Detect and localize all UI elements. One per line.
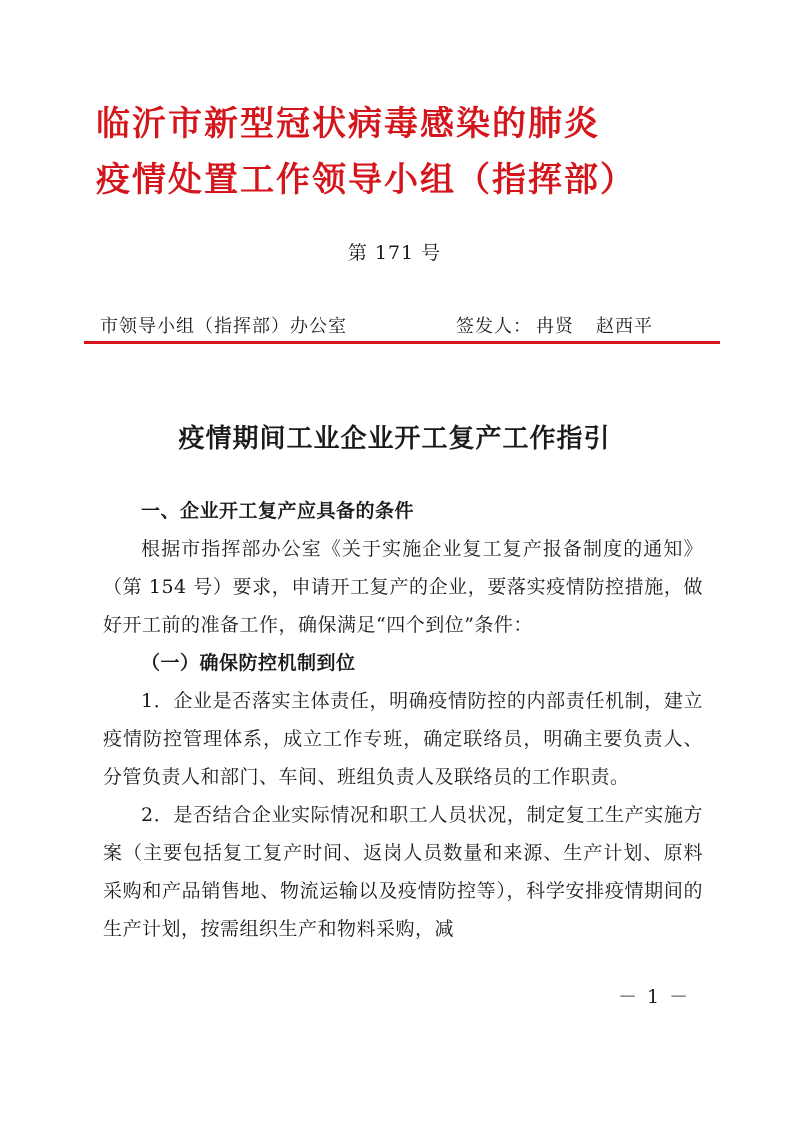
header-line-2: 疫情处置工作领导小组（指挥部） [96,160,636,200]
document-body [103,492,703,948]
page-number: － 1 － [618,986,691,1008]
document-title: 疫情期间工业企业开工复产工作指引 [178,424,611,454]
signer-name: 赵西平 [596,316,653,337]
issuing-office: 市领导小组（指挥部）办公室 [100,316,347,337]
red-divider [84,341,720,344]
red-header [96,96,716,208]
body-paragraph: 根据市指挥部办公室《关于实施企业复工复产报备制度的通知》（第 154 号）要求，申请开工复产的企业，要落实疫情防控措施，做好开工前的准备工作，确保满足“四个到位”条件： [103,538,703,636]
document-number: 第 171 号 [347,242,442,264]
subsection-heading: （一）确保防控机制到位 [141,652,356,674]
section-heading: 一、企业开工复产应具备的条件 [141,500,415,522]
header-line-1: 临沂市新型冠状病毒感染的肺炎 [96,104,600,144]
signer-name: 冉贤 [536,316,574,337]
body-paragraph: 2．是否结合企业实际情况和职工人员状况，制定复工生产实施方案（主要包括复工复产时间、返岗人员数量和来源、生产计划、原料采购和产品销售地、物流运输以及疫情防控等），科学安排疫情期间的生产计划，按需组织生产和物料采购，减 [103,804,703,940]
body-paragraph: 1．企业是否落实主体责任，明确疫情防控的内部责任机制，建立疫情防控管理体系，成立工作专班，确定联络员，明确主要负责人、分管负责人和部门、车间、班组负责人及联络员的工作职责。 [103,690,703,788]
signers [456,312,653,338]
signer-label: 签发人： [456,316,532,337]
